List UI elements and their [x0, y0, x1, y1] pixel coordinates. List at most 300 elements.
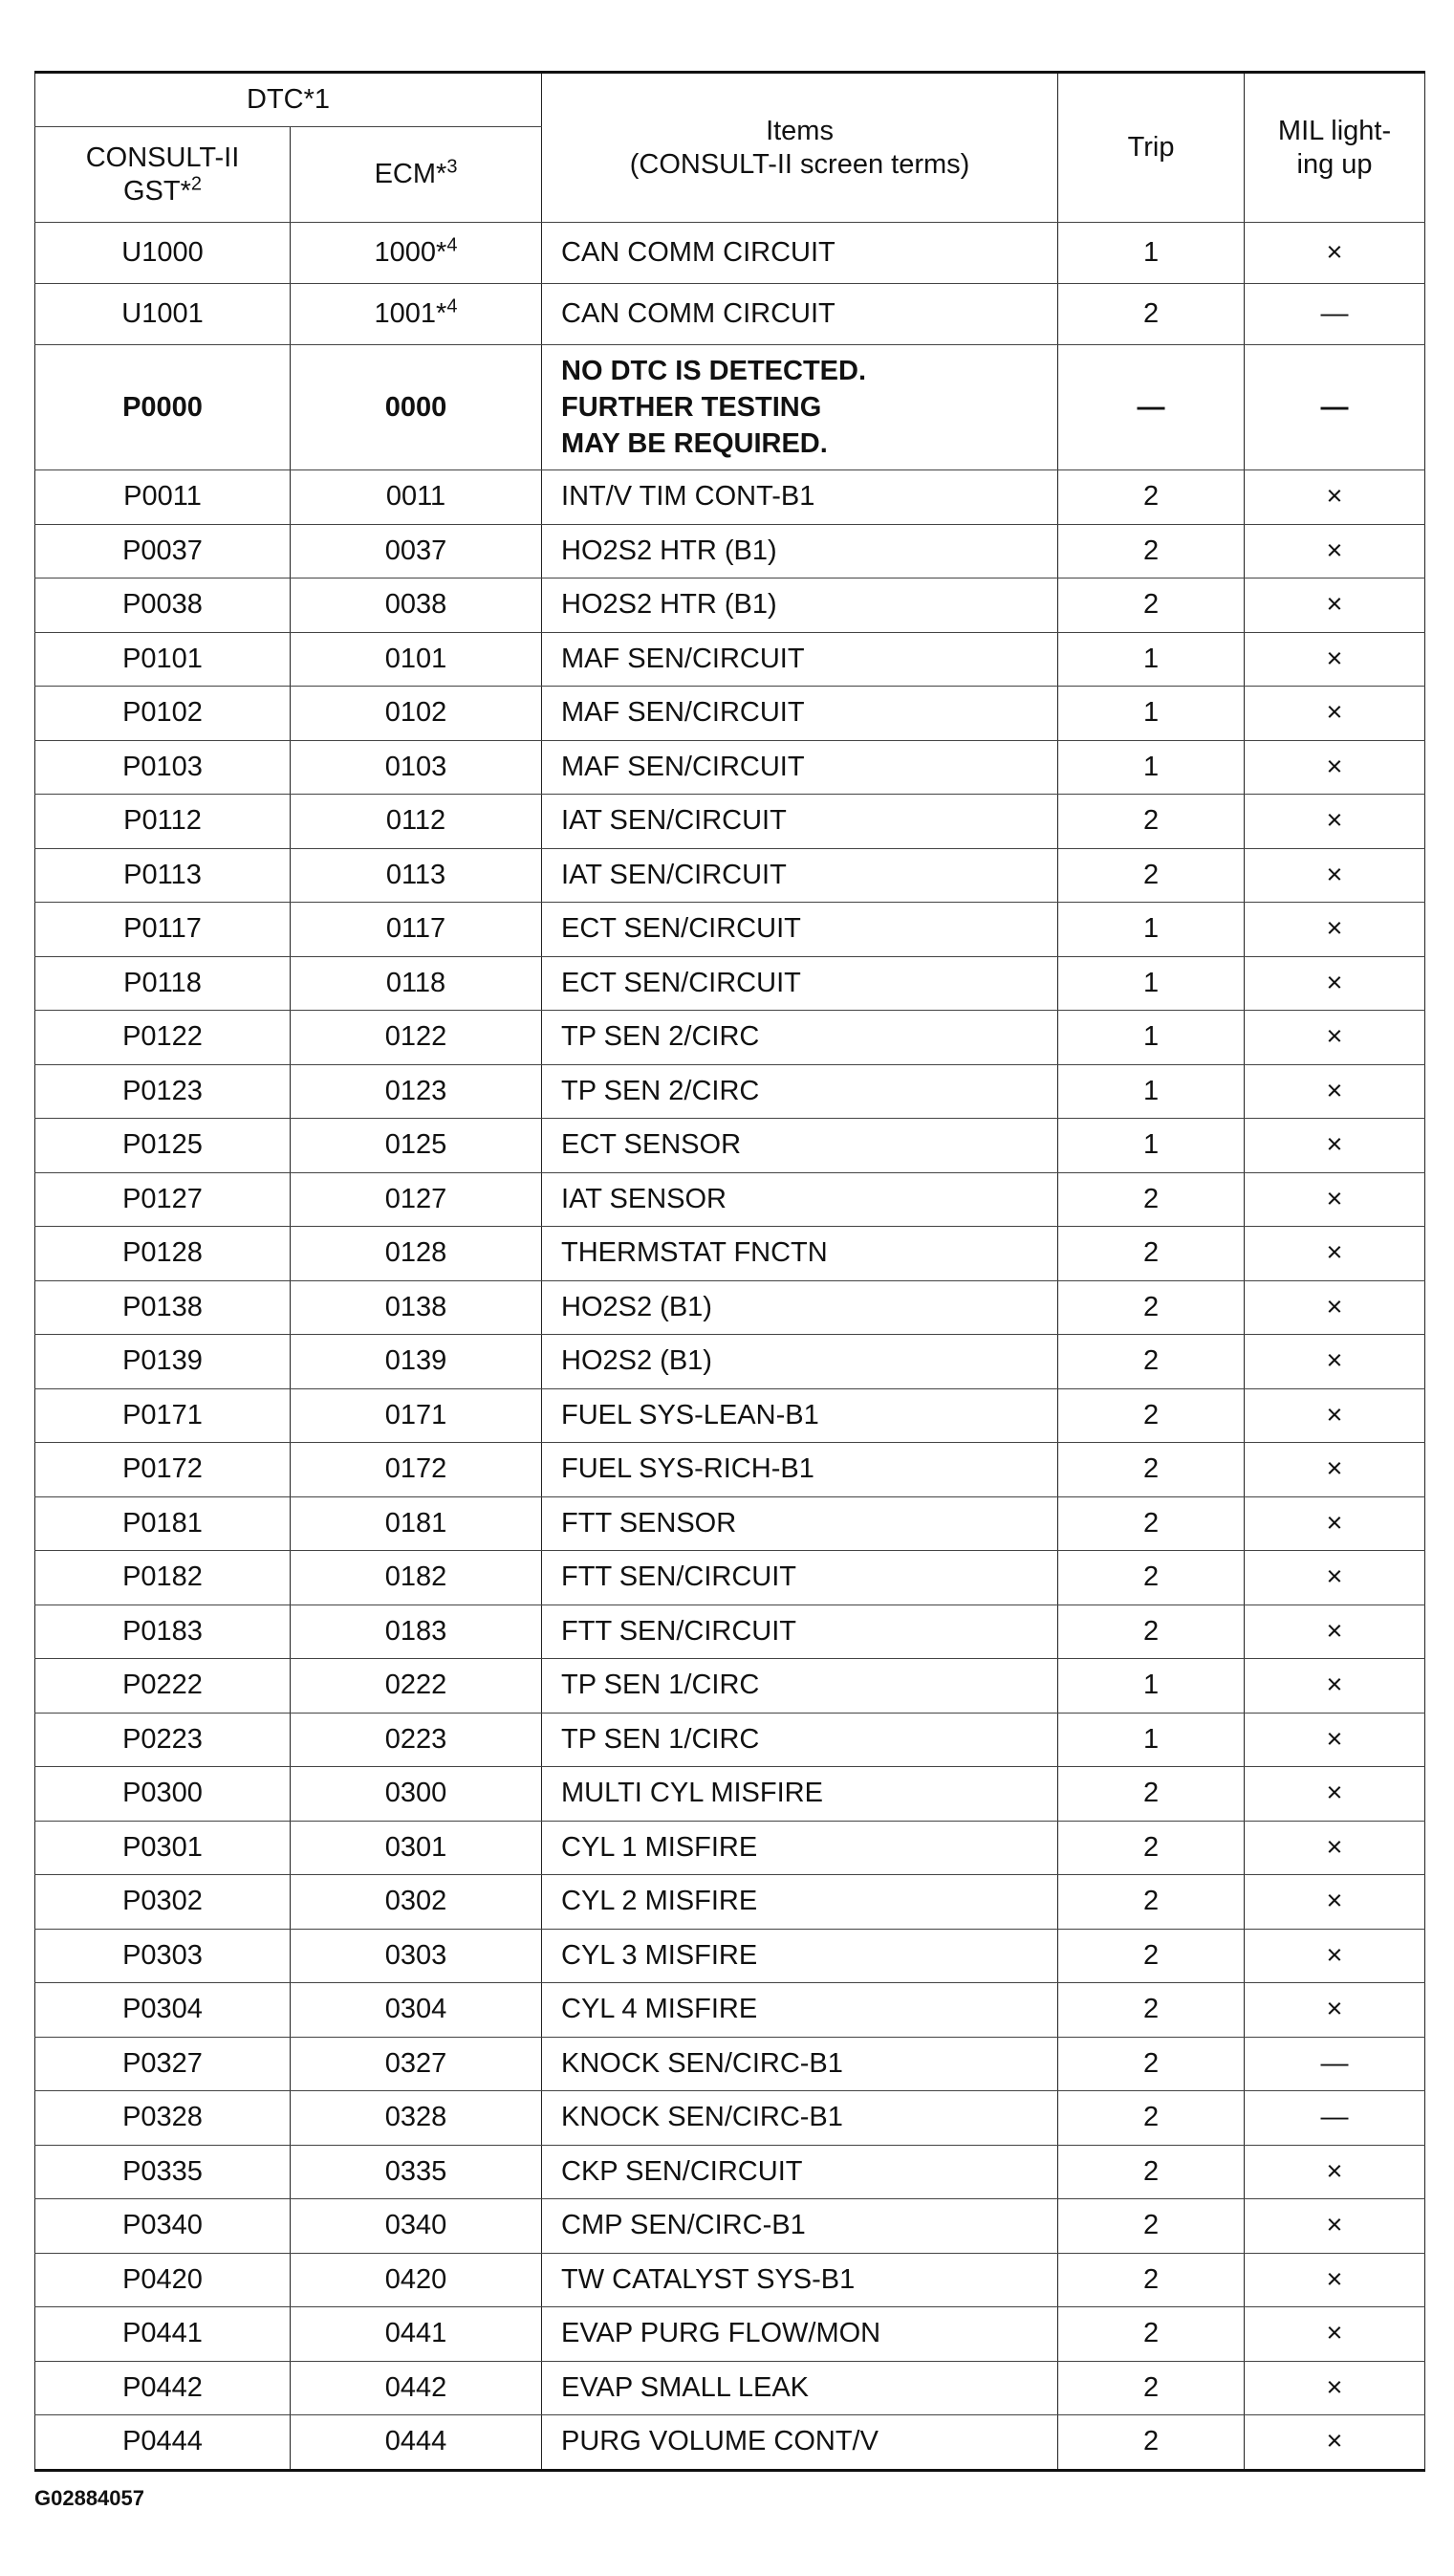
ecm-code-text: 0171	[384, 1399, 447, 1430]
cell-gst-code: P0302	[35, 1875, 291, 1930]
table-row	[35, 1605, 1425, 1659]
cell-trip: 2	[1058, 2307, 1245, 2362]
ecm-code-text: 0172	[384, 1453, 447, 1485]
cell-gst-code: P0128	[35, 1227, 291, 1281]
cell-item: ECT SEN/CIRCUIT	[542, 956, 1058, 1011]
cell-gst-code: P0183	[35, 1605, 291, 1659]
table-row	[35, 632, 1425, 687]
cell-mil: ×	[1245, 956, 1425, 1011]
ecm-code-text: 1000*	[374, 237, 447, 269]
item-line: FURTHER TESTING	[561, 391, 822, 423]
ecm-code-text: 0441	[384, 2318, 447, 2349]
cell-mil: ×	[1245, 1388, 1425, 1443]
header-consult-gst	[35, 127, 291, 223]
cell-item: HO2S2 HTR (B1)	[542, 579, 1058, 633]
table-row	[35, 284, 1425, 345]
table-row	[35, 1821, 1425, 1875]
cell-mil: ×	[1245, 1875, 1425, 1930]
header-consult-line1: CONSULT-II	[85, 142, 240, 173]
cell-ecm-code	[291, 2199, 542, 2254]
cell-gst-code: P0138	[35, 1280, 291, 1335]
cell-ecm-code	[291, 1551, 542, 1605]
cell-trip: 2	[1058, 1875, 1245, 1930]
cell-gst-code: P0304	[35, 1983, 291, 2038]
table-row	[35, 470, 1425, 525]
cell-mil: ×	[1245, 687, 1425, 741]
cell-ecm-code	[291, 1172, 542, 1227]
table-row	[35, 2415, 1425, 2471]
cell-ecm-code	[291, 1496, 542, 1551]
cell-trip: 2	[1058, 1496, 1245, 1551]
cell-gst-code: P0181	[35, 1496, 291, 1551]
item-line: NO DTC IS DETECTED.	[561, 355, 867, 386]
cell-mil: ×	[1245, 903, 1425, 957]
cell-item	[542, 345, 1058, 470]
cell-item: PURG VOLUME CONT/V	[542, 2415, 1058, 2471]
cell-mil: ×	[1245, 1011, 1425, 1065]
table-row	[35, 2361, 1425, 2415]
table-row	[35, 1172, 1425, 1227]
cell-item: FTT SEN/CIRCUIT	[542, 1605, 1058, 1659]
cell-gst-code: P0301	[35, 1821, 291, 1875]
ecm-code-text: 0122	[384, 1021, 447, 1053]
cell-item: MULTI CYL MISFIRE	[542, 1767, 1058, 1822]
cell-item: MAF SEN/CIRCUIT	[542, 632, 1058, 687]
cell-mil: —	[1245, 345, 1425, 470]
cell-mil: ×	[1245, 1496, 1425, 1551]
cell-trip: 2	[1058, 1821, 1245, 1875]
cell-trip: 1	[1058, 1119, 1245, 1173]
cell-mil: ×	[1245, 1119, 1425, 1173]
cell-gst-code: P0340	[35, 2199, 291, 2254]
cell-trip: 2	[1058, 2361, 1245, 2415]
cell-mil: ×	[1245, 470, 1425, 525]
header-mil-line2: ing up	[1296, 148, 1373, 180]
ecm-code-text: 0102	[384, 697, 447, 729]
header-mil	[1245, 73, 1425, 223]
cell-ecm-code	[291, 795, 542, 849]
cell-ecm-code	[291, 2253, 542, 2307]
header-mil-line1: MIL light-	[1277, 115, 1392, 146]
cell-ecm-code	[291, 524, 542, 579]
cell-trip: 1	[1058, 223, 1245, 284]
cell-trip: 2	[1058, 1983, 1245, 2038]
table-row	[35, 2145, 1425, 2199]
cell-ecm-code	[291, 1605, 542, 1659]
ecm-code-text: 0340	[384, 2210, 447, 2241]
cell-ecm-code	[291, 1388, 542, 1443]
ecm-code-text: 0327	[384, 2047, 447, 2079]
ecm-code-text: 0038	[384, 589, 447, 621]
cell-item: FTT SEN/CIRCUIT	[542, 1551, 1058, 1605]
cell-ecm-code	[291, 2307, 542, 2362]
ecm-code-text: 0118	[385, 967, 446, 998]
table-row	[35, 1875, 1425, 1930]
cell-item: MAF SEN/CIRCUIT	[542, 740, 1058, 795]
cell-trip: 1	[1058, 1011, 1245, 1065]
table-row	[35, 2307, 1425, 2362]
cell-gst-code: P0118	[35, 956, 291, 1011]
cell-mil: ×	[1245, 795, 1425, 849]
ecm-footnote: 4	[446, 234, 458, 256]
cell-mil: ×	[1245, 524, 1425, 579]
cell-gst-code: P0172	[35, 1443, 291, 1497]
table-row	[35, 687, 1425, 741]
ecm-code-text: 0304	[384, 1994, 447, 2025]
cell-ecm-code	[291, 1929, 542, 1983]
table-row	[35, 1064, 1425, 1119]
ecm-code-text: 0113	[385, 859, 446, 890]
cell-mil: ×	[1245, 1983, 1425, 2038]
cell-mil: ×	[1245, 1335, 1425, 1389]
table-row	[35, 1496, 1425, 1551]
ecm-code-text: 0223	[384, 1723, 447, 1755]
ecm-code-text: 0328	[384, 2102, 447, 2133]
cell-item: CKP SEN/CIRCUIT	[542, 2145, 1058, 2199]
cell-trip: 2	[1058, 2091, 1245, 2146]
header-ecm-sup: 3	[446, 156, 458, 178]
table-row	[35, 223, 1425, 284]
table-row	[35, 2253, 1425, 2307]
cell-ecm-code	[291, 1011, 542, 1065]
table-row	[35, 740, 1425, 795]
ecm-code-text: 1001*	[374, 298, 447, 330]
ecm-code-text: 0300	[384, 1778, 447, 1809]
ecm-code-text: 0302	[384, 1886, 447, 1917]
cell-gst-code: P0000	[35, 345, 291, 470]
cell-ecm-code	[291, 956, 542, 1011]
cell-mil: ×	[1245, 2253, 1425, 2307]
cell-gst-code: P0011	[35, 470, 291, 525]
cell-mil: ×	[1245, 1280, 1425, 1335]
cell-item: INT/V TIM CONT-B1	[542, 470, 1058, 525]
table-row	[35, 848, 1425, 903]
cell-gst-code: P0335	[35, 2145, 291, 2199]
cell-trip: 2	[1058, 284, 1245, 345]
ecm-code-text: 0303	[384, 1939, 447, 1971]
cell-trip: 2	[1058, 1335, 1245, 1389]
cell-mil: ×	[1245, 2199, 1425, 2254]
table-row	[35, 1119, 1425, 1173]
cell-ecm-code	[291, 1659, 542, 1714]
cell-mil: ×	[1245, 1767, 1425, 1822]
cell-item: HO2S2 (B1)	[542, 1280, 1058, 1335]
cell-mil: ×	[1245, 740, 1425, 795]
cell-ecm-code	[291, 2145, 542, 2199]
cell-ecm-code	[291, 2361, 542, 2415]
cell-ecm-code	[291, 284, 542, 345]
cell-gst-code: P0123	[35, 1064, 291, 1119]
cell-item: IAT SEN/CIRCUIT	[542, 795, 1058, 849]
cell-ecm-code	[291, 1443, 542, 1497]
cell-mil: ×	[1245, 848, 1425, 903]
cell-gst-code: P0125	[35, 1119, 291, 1173]
table-row	[35, 795, 1425, 849]
ecm-code-text: 0138	[384, 1291, 447, 1322]
cell-gst-code: P0112	[35, 795, 291, 849]
cell-item: ECT SENSOR	[542, 1119, 1058, 1173]
cell-mil: ×	[1245, 1605, 1425, 1659]
cell-trip: 2	[1058, 1388, 1245, 1443]
cell-ecm-code	[291, 1713, 542, 1767]
cell-gst-code: P0122	[35, 1011, 291, 1065]
cell-trip: 2	[1058, 1443, 1245, 1497]
ecm-code-text: 0442	[384, 2371, 447, 2403]
cell-trip: 2	[1058, 1767, 1245, 1822]
ecm-code-text: 0182	[384, 1561, 447, 1593]
cell-gst-code: P0113	[35, 848, 291, 903]
ecm-code-text: 0128	[384, 1237, 447, 1269]
cell-gst-code: P0444	[35, 2415, 291, 2471]
table-row	[35, 2091, 1425, 2146]
cell-gst-code: P0139	[35, 1335, 291, 1389]
cell-ecm-code	[291, 1875, 542, 1930]
cell-trip: 2	[1058, 1280, 1245, 1335]
ecm-footnote: 4	[446, 295, 458, 317]
header-consult-line2: GST*	[122, 175, 191, 207]
ecm-code-text: 0181	[384, 1507, 447, 1539]
ecm-code-text: 0037	[384, 535, 447, 566]
cell-mil: ×	[1245, 1713, 1425, 1767]
cell-item: CYL 4 MISFIRE	[542, 1983, 1058, 2038]
table-row	[35, 1335, 1425, 1389]
cell-gst-code: P0101	[35, 632, 291, 687]
cell-item: CAN COMM CIRCUIT	[542, 284, 1058, 345]
table-row	[35, 1983, 1425, 2038]
cell-mil: —	[1245, 2037, 1425, 2091]
cell-trip: 2	[1058, 2037, 1245, 2091]
dtc-table-body	[35, 223, 1425, 2471]
cell-item: FUEL SYS-RICH-B1	[542, 1443, 1058, 1497]
cell-mil: ×	[1245, 1443, 1425, 1497]
cell-trip: 2	[1058, 848, 1245, 903]
cell-item: CAN COMM CIRCUIT	[542, 223, 1058, 284]
table-row	[35, 1443, 1425, 1497]
ecm-code-text: 0000	[384, 391, 447, 423]
cell-ecm-code	[291, 470, 542, 525]
cell-trip: 2	[1058, 1551, 1245, 1605]
cell-ecm-code	[291, 848, 542, 903]
cell-trip: 1	[1058, 1659, 1245, 1714]
cell-ecm-code	[291, 632, 542, 687]
cell-mil: ×	[1245, 1172, 1425, 1227]
cell-gst-code: P0300	[35, 1767, 291, 1822]
cell-gst-code: P0328	[35, 2091, 291, 2146]
cell-trip: 2	[1058, 2199, 1245, 2254]
header-ecm	[291, 127, 542, 223]
cell-item: KNOCK SEN/CIRC-B1	[542, 2091, 1058, 2146]
cell-ecm-code	[291, 2091, 542, 2146]
table-row	[35, 903, 1425, 957]
ecm-code-text: 0183	[384, 1615, 447, 1647]
cell-item: THERMSTAT FNCTN	[542, 1227, 1058, 1281]
cell-trip: —	[1058, 345, 1245, 470]
cell-gst-code: P0327	[35, 2037, 291, 2091]
header-items	[542, 73, 1058, 223]
cell-item: FTT SENSOR	[542, 1496, 1058, 1551]
cell-ecm-code	[291, 2415, 542, 2471]
ecm-code-text: 0127	[384, 1183, 447, 1214]
cell-trip: 2	[1058, 2145, 1245, 2199]
ecm-code-text: 0301	[384, 1831, 447, 1863]
cell-mil: ×	[1245, 2361, 1425, 2415]
cell-ecm-code	[291, 223, 542, 284]
cell-item: HO2S2 HTR (B1)	[542, 524, 1058, 579]
cell-trip: 2	[1058, 1929, 1245, 1983]
cell-trip: 2	[1058, 470, 1245, 525]
cell-ecm-code	[291, 687, 542, 741]
cell-ecm-code	[291, 1821, 542, 1875]
ecm-code-text: 0444	[384, 2426, 447, 2457]
cell-mil: ×	[1245, 1551, 1425, 1605]
cell-item: IAT SEN/CIRCUIT	[542, 848, 1058, 903]
cell-trip: 2	[1058, 2415, 1245, 2471]
cell-item: TP SEN 1/CIRC	[542, 1659, 1058, 1714]
ecm-code-text: 0335	[384, 2155, 447, 2187]
cell-mil: ×	[1245, 1227, 1425, 1281]
cell-trip: 2	[1058, 579, 1245, 633]
cell-gst-code: P0127	[35, 1172, 291, 1227]
cell-gst-code: U1000	[35, 223, 291, 284]
cell-trip: 2	[1058, 1172, 1245, 1227]
cell-mil: ×	[1245, 1821, 1425, 1875]
ecm-code-text: 0222	[384, 1670, 447, 1701]
cell-ecm-code	[291, 1983, 542, 2038]
cell-item: CYL 1 MISFIRE	[542, 1821, 1058, 1875]
cell-item: TP SEN 1/CIRC	[542, 1713, 1058, 1767]
cell-ecm-code	[291, 2037, 542, 2091]
table-row	[35, 524, 1425, 579]
cell-trip: 2	[1058, 524, 1245, 579]
cell-mil: ×	[1245, 632, 1425, 687]
cell-item: HO2S2 (B1)	[542, 1335, 1058, 1389]
ecm-code-text: 0112	[385, 805, 446, 837]
table-row	[35, 2037, 1425, 2091]
cell-ecm-code	[291, 1119, 542, 1173]
cell-gst-code: U1001	[35, 284, 291, 345]
cell-ecm-code	[291, 740, 542, 795]
cell-item: ECT SEN/CIRCUIT	[542, 903, 1058, 957]
cell-mil: ×	[1245, 1659, 1425, 1714]
cell-ecm-code	[291, 1767, 542, 1822]
cell-trip: 1	[1058, 956, 1245, 1011]
cell-ecm-code	[291, 1064, 542, 1119]
cell-trip: 2	[1058, 1227, 1245, 1281]
ecm-code-text: 0420	[384, 2263, 447, 2295]
cell-ecm-code	[291, 345, 542, 470]
cell-trip: 1	[1058, 632, 1245, 687]
cell-item: CYL 2 MISFIRE	[542, 1875, 1058, 1930]
cell-mil: ×	[1245, 1929, 1425, 1983]
cell-trip: 1	[1058, 1713, 1245, 1767]
cell-item: EVAP PURG FLOW/MON	[542, 2307, 1058, 2362]
cell-ecm-code	[291, 1280, 542, 1335]
cell-mil: ×	[1245, 1064, 1425, 1119]
cell-ecm-code	[291, 579, 542, 633]
cell-gst-code: P0223	[35, 1713, 291, 1767]
header-trip: Trip	[1058, 73, 1245, 223]
table-row	[35, 1280, 1425, 1335]
table-row	[35, 1713, 1425, 1767]
ecm-code-text: 0117	[385, 913, 446, 945]
cell-trip: 2	[1058, 2253, 1245, 2307]
cell-mil: ×	[1245, 2145, 1425, 2199]
cell-gst-code: P0038	[35, 579, 291, 633]
cell-ecm-code	[291, 1335, 542, 1389]
cell-ecm-code	[291, 903, 542, 957]
cell-gst-code: P0037	[35, 524, 291, 579]
cell-gst-code: P0420	[35, 2253, 291, 2307]
header-items-line2: (CONSULT-II screen terms)	[629, 148, 970, 180]
table-row	[35, 1929, 1425, 1983]
ecm-code-text: 0139	[384, 1345, 447, 1377]
cell-item: KNOCK SEN/CIRC-B1	[542, 2037, 1058, 2091]
table-row	[35, 1011, 1425, 1065]
cell-mil: ×	[1245, 2415, 1425, 2471]
cell-item: TP SEN 2/CIRC	[542, 1011, 1058, 1065]
cell-trip: 1	[1058, 903, 1245, 957]
cell-item: CYL 3 MISFIRE	[542, 1929, 1058, 1983]
cell-mil: ×	[1245, 579, 1425, 633]
ecm-code-text: 0101	[384, 643, 447, 674]
cell-mil: ×	[1245, 223, 1425, 284]
cell-item: CMP SEN/CIRC-B1	[542, 2199, 1058, 2254]
cell-mil: —	[1245, 2091, 1425, 2146]
dtc-table-container	[34, 71, 1424, 2472]
cell-gst-code: P0182	[35, 1551, 291, 1605]
cell-gst-code: P0441	[35, 2307, 291, 2362]
figure-code: G02884057	[34, 2486, 144, 2510]
table-row	[35, 1551, 1425, 1605]
cell-trip: 1	[1058, 740, 1245, 795]
table-row	[35, 956, 1425, 1011]
ecm-code-text: 0125	[384, 1129, 447, 1161]
cell-trip: 2	[1058, 1605, 1245, 1659]
cell-gst-code: P0303	[35, 1929, 291, 1983]
cell-item: MAF SEN/CIRCUIT	[542, 687, 1058, 741]
cell-trip: 2	[1058, 795, 1245, 849]
ecm-code-text: 0103	[384, 751, 447, 782]
table-row	[35, 1659, 1425, 1714]
ecm-code-text: 0123	[384, 1075, 447, 1106]
cell-mil: ×	[1245, 2307, 1425, 2362]
cell-item: EVAP SMALL LEAK	[542, 2361, 1058, 2415]
table-row	[35, 2199, 1425, 2254]
table-row	[35, 1767, 1425, 1822]
cell-mil: —	[1245, 284, 1425, 345]
table-row	[35, 1388, 1425, 1443]
header-dtc: DTC*1	[35, 73, 542, 127]
dtc-table	[34, 71, 1425, 2472]
ecm-code-text: 0011	[385, 481, 446, 513]
cell-trip: 1	[1058, 1064, 1245, 1119]
cell-item: FUEL SYS-LEAN-B1	[542, 1388, 1058, 1443]
cell-gst-code: P0222	[35, 1659, 291, 1714]
header-items-line1: Items	[766, 115, 834, 146]
header-ecm-label: ECM*	[374, 159, 447, 190]
cell-item: TP SEN 2/CIRC	[542, 1064, 1058, 1119]
cell-gst-code: P0171	[35, 1388, 291, 1443]
cell-gst-code: P0117	[35, 903, 291, 957]
cell-gst-code: P0103	[35, 740, 291, 795]
table-row	[35, 345, 1425, 470]
table-row	[35, 579, 1425, 633]
header-consult-sup: 2	[190, 172, 203, 194]
cell-ecm-code	[291, 1227, 542, 1281]
cell-trip: 1	[1058, 687, 1245, 741]
cell-gst-code: P0442	[35, 2361, 291, 2415]
table-row	[35, 1227, 1425, 1281]
